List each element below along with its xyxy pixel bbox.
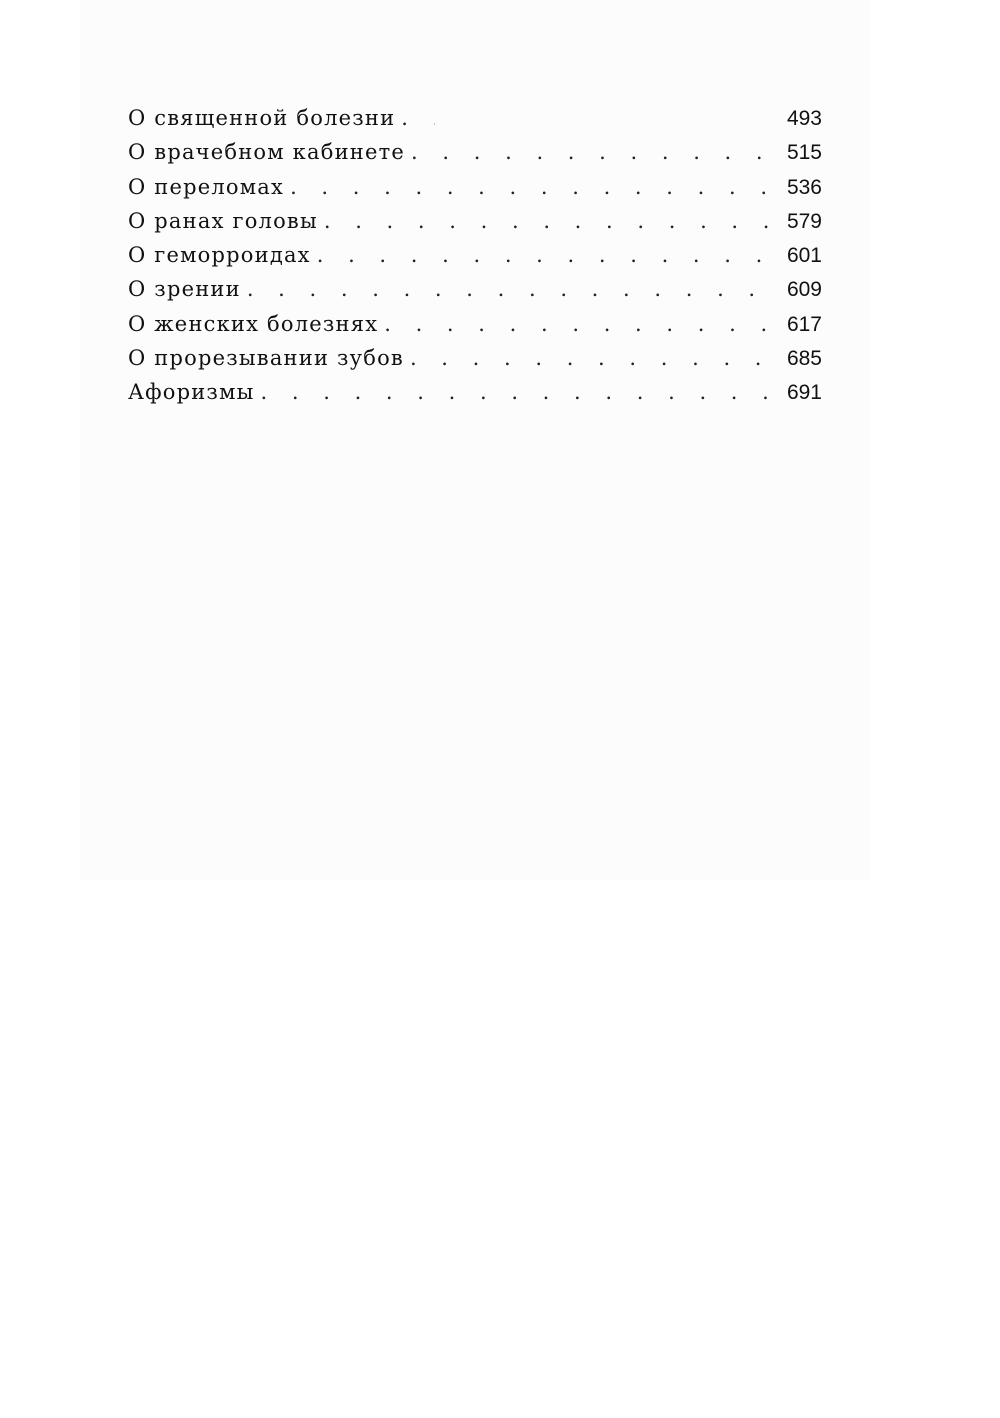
toc-entry-title: О прорезывании зубов bbox=[128, 346, 404, 371]
toc-entry[interactable] bbox=[128, 380, 822, 414]
toc-entry-page: 536 bbox=[786, 175, 822, 199]
toc-entry-title: О священной болезни bbox=[128, 106, 396, 130]
toc-entry[interactable] bbox=[128, 209, 822, 243]
toc-entry[interactable] bbox=[128, 312, 822, 346]
toc-entry-page: 617 bbox=[786, 312, 822, 336]
toc-entry-title: О зрении bbox=[128, 277, 241, 302]
toc-dot-leader bbox=[324, 209, 779, 233]
toc-entry-title: О переломах bbox=[128, 174, 285, 199]
toc-entry[interactable] bbox=[128, 106, 822, 140]
toc-dot-leader bbox=[247, 277, 779, 301]
toc-dot-leader bbox=[317, 243, 779, 267]
toc-entry-page: 515 bbox=[786, 141, 822, 165]
toc-entry-title: О геморроидах bbox=[128, 243, 311, 268]
toc-dot-leader bbox=[401, 106, 435, 130]
toc-entry[interactable] bbox=[128, 346, 822, 380]
toc-entry-page: 691 bbox=[786, 381, 822, 405]
toc-dot-leader bbox=[261, 380, 779, 404]
toc-entry-page: 609 bbox=[786, 278, 822, 302]
toc-entry-title: Афоризмы bbox=[128, 380, 255, 405]
toc-entry-page: 685 bbox=[786, 347, 822, 371]
toc-dot-leader bbox=[384, 312, 779, 336]
toc-dot-leader bbox=[410, 346, 779, 370]
toc-entry[interactable] bbox=[128, 277, 822, 311]
toc-entry-page: 601 bbox=[786, 244, 822, 268]
toc-entry-title: О женских болезнях bbox=[128, 311, 379, 336]
toc-entry-title: О врачебном кабинете bbox=[128, 140, 406, 165]
toc-entry-page: 579 bbox=[786, 209, 822, 233]
toc-entry[interactable] bbox=[128, 140, 822, 174]
toc-dot-leader bbox=[290, 175, 779, 199]
toc-entry[interactable] bbox=[128, 243, 822, 277]
toc-entry-page: 493 bbox=[786, 107, 822, 130]
toc-entry-title: О ранах головы bbox=[128, 208, 318, 233]
table-of-contents bbox=[128, 106, 822, 415]
toc-entry[interactable] bbox=[128, 175, 822, 209]
toc-dot-leader bbox=[411, 140, 779, 164]
